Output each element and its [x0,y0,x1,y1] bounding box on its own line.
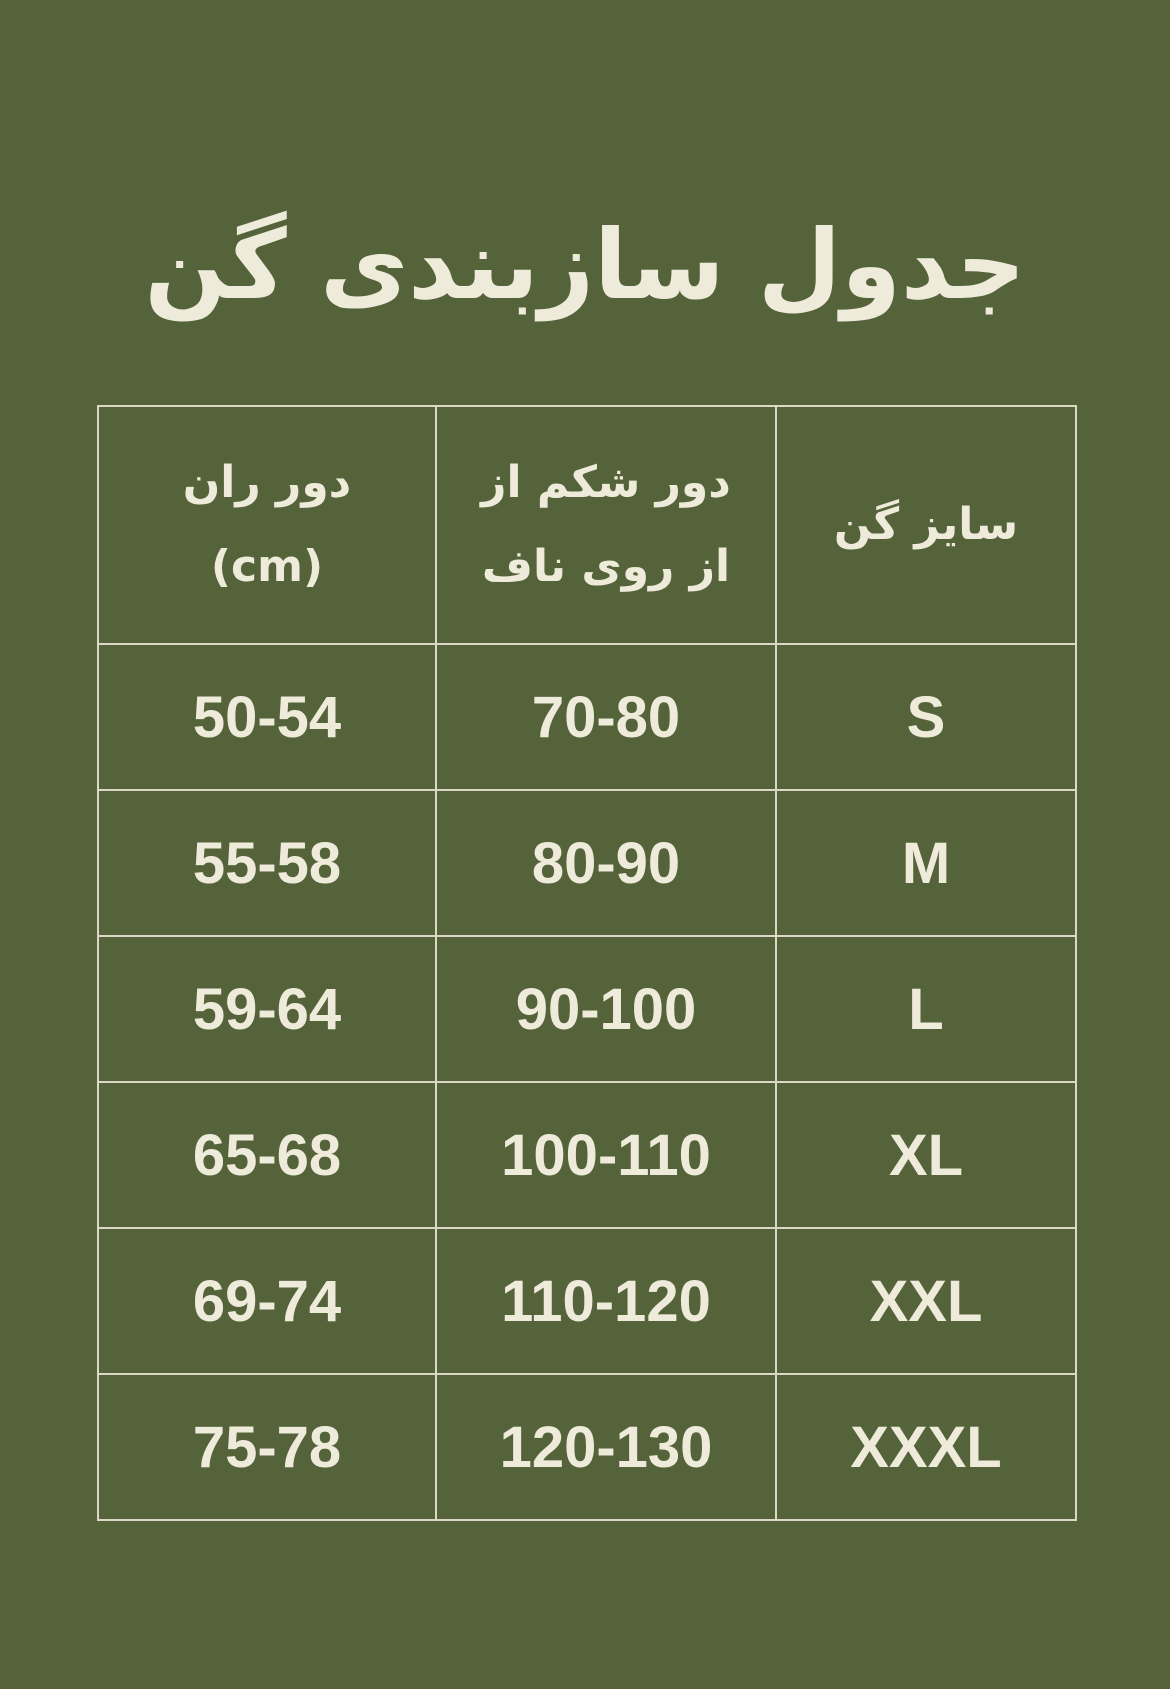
cell-waist: 70-80 [436,644,776,790]
header-waist-line1: دور شکم از [481,457,731,508]
table-row [98,790,1076,936]
cell-size: L [776,936,1076,1082]
cell-waist: 90-100 [436,936,776,1082]
cell-waist: 110-120 [436,1228,776,1374]
cell-size: XL [776,1082,1076,1228]
header-size [776,406,1076,644]
cell-thigh: 69-74 [98,1228,436,1374]
header-thigh-label: دور ران [182,457,352,508]
cell-thigh: 65-68 [98,1082,436,1228]
table-header-row [98,406,1076,644]
cell-thigh: 50-54 [98,644,436,790]
cell-waist: 100-110 [436,1082,776,1228]
table-row [98,644,1076,790]
cell-thigh: 55-58 [98,790,436,936]
page-title: جدول سازبندی گن [144,209,1026,321]
cell-size: XXL [776,1228,1076,1374]
table-row [98,1374,1076,1520]
table-row [98,936,1076,1082]
header-size-label: سایز گن [833,499,1019,550]
header-thigh [98,406,436,644]
table-row [98,1082,1076,1228]
header-waist [436,406,776,644]
cell-thigh: 75-78 [98,1374,436,1520]
header-waist-line2: از روی ناف [481,541,731,592]
cell-size: S [776,644,1076,790]
header-thigh-unit: (cm) [210,541,324,592]
table-row [98,1228,1076,1374]
cell-size: XXXL [776,1374,1076,1520]
cell-thigh: 59-64 [98,936,436,1082]
size-chart-table [97,405,1077,1521]
cell-waist: 80-90 [436,790,776,936]
cell-waist: 120-130 [436,1374,776,1520]
cell-size: M [776,790,1076,936]
